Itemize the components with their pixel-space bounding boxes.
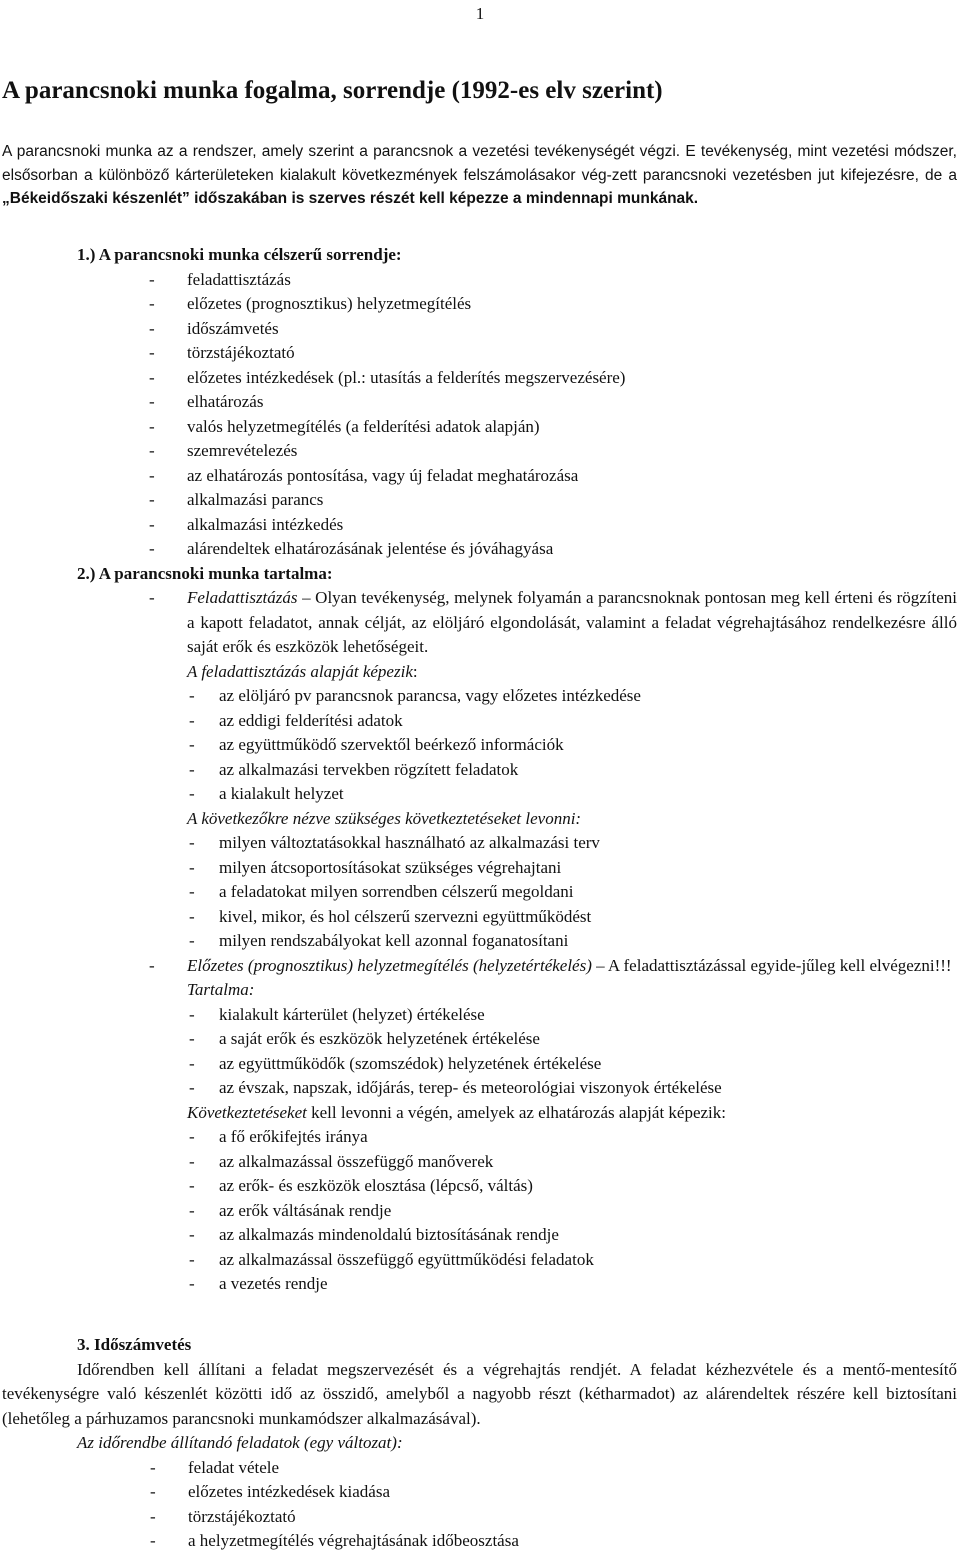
list-item: - előzetes intézkedések (pl.: utasítás a felderítés megszervezésére) xyxy=(187,366,957,391)
section3-paragraph: Időrendben kell állítani a feladat megszervezését és a végrehajtás rendjét. A feladat kézhezvétele és a mentő-mentesítő tevékenységre való készenlét közötti idő az összidő, amelyből a nagyobb részt (kétharmadot) az alárendeltek részére kell biztosítani (lehetőleg a párhuzamos parancsnoki munkamódszer alkalmazásával). xyxy=(2,1359,957,1428)
list-item: - törzstájékoztató xyxy=(187,341,957,366)
list-item: - a feladatokat milyen sorrendben célszerű megoldani xyxy=(219,880,957,905)
basis-colon: : xyxy=(412,661,418,681)
basis-label-line xyxy=(187,660,957,685)
list-item: - az évszak, napszak, időjárás, terep- és meteorológiai viszonyok értékelése xyxy=(219,1076,957,1101)
list-item: - alkalmazási intézkedés xyxy=(187,513,957,538)
section3-heading: 3. Időszámvetés xyxy=(77,1335,192,1354)
list-item: - az alkalmazás mindenoldalú biztosításának rendje xyxy=(219,1223,957,1248)
list-item: - kialakult kárterület (helyzet) értékelése xyxy=(219,1003,957,1028)
list-item: - az eddigi felderítési adatok xyxy=(219,709,957,734)
list-item: - az alkalmazási tervekben rögzített feladatok xyxy=(219,758,957,783)
document-title: A parancsnoki munka fogalma, sorrendje (1992-es elv szerint) xyxy=(2,77,663,104)
list-item: - milyen rendszabályokat kell azonnal foganatosítani xyxy=(219,929,957,954)
intro-paragraph xyxy=(2,140,957,211)
list-item: - előzetes intézkedések kiadása xyxy=(188,1480,957,1505)
list-item: - milyen átcsoportosításokat szükséges végrehajtani xyxy=(219,856,957,881)
list-item: - a vezetés rendje xyxy=(219,1272,957,1297)
page-number: 1 xyxy=(475,4,485,23)
sections-1-2 xyxy=(77,243,957,1297)
list-item: - az alkalmazással összefüggő együttműködési feladatok xyxy=(219,1248,957,1273)
section2-heading: 2.) A parancsnoki munka tartalma: xyxy=(77,563,333,583)
content-list xyxy=(187,1003,957,1101)
list-item: - az elöljáró pv parancsnok parancsa, vagy előzetes intézkedése xyxy=(219,684,957,709)
helyzetmegiteles-definition xyxy=(187,954,957,979)
intro-bold-text: „Békeidőszaki készenlét” időszakában is szerves részét kell képezze a mindennapi munkának. xyxy=(2,190,699,207)
list-item: - az erők váltásának rendje xyxy=(219,1199,957,1224)
helyzetmegiteles-term: Előzetes (prognosztikus) helyzetmegítélés (helyzetértékelés) xyxy=(187,955,592,975)
list-item: - szemrevételezés xyxy=(187,439,957,464)
list-item: - a saját erők és eszközök helyzetének értékelése xyxy=(219,1027,957,1052)
helyzetmegiteles-text: – A feladattisztázással egyide-jűleg kell elvégezni!!! xyxy=(591,955,952,975)
conclusions-label: A következőkre nézve szükséges következtetéseket levonni: xyxy=(187,808,582,828)
list-item: - elhatározás xyxy=(187,390,957,415)
feladattisztazas-term: Feladattisztázás xyxy=(187,588,298,607)
list-item: - az együttműködő szervektől beérkező információk xyxy=(219,733,957,758)
list-item: - törzstájékoztató xyxy=(188,1505,957,1530)
list-item: - az alkalmazással összefüggő manőverek xyxy=(219,1150,957,1175)
section2-item-feladattisztazas xyxy=(187,586,957,954)
basis-label: A feladattisztázás alapját képezik xyxy=(187,661,413,681)
section2-item-helyzetmegiteles xyxy=(187,954,957,1297)
list-item: - alárendeltek elhatározásának jelentése és jóváhagyása xyxy=(187,537,957,562)
list-item: - feladattisztázás xyxy=(187,268,957,293)
content-label: Tartalma: xyxy=(187,980,255,999)
basis-list xyxy=(187,684,957,807)
conclusions2-list xyxy=(187,1125,957,1297)
list-item: - az erők- és eszközök elosztása (lépcső, váltás) xyxy=(219,1174,957,1199)
section3-task-list xyxy=(2,1456,957,1554)
conclusions2-term: Következtetéseket xyxy=(187,1102,307,1122)
conclusions2-text: kell levonni a végén, amelyek az elhatározás alapját képezik: xyxy=(306,1102,727,1122)
list-item: - kivel, mikor, és hol célszerű szervezni együttműködést xyxy=(219,905,957,930)
list-item: - valós helyzetmegítélés (a felderítési adatok alapján) xyxy=(187,415,957,440)
section1-list xyxy=(77,268,957,562)
conclusions2-line xyxy=(187,1101,957,1126)
list-item: - a helyzetmegítélés végrehajtásának időbeosztása xyxy=(188,1529,957,1554)
section2-list xyxy=(77,586,957,1297)
list-item: - az elhatározás pontosítása, vagy új feladat meghatározása xyxy=(187,464,957,489)
list-item: - előzetes (prognosztikus) helyzetmegítélés xyxy=(187,292,957,317)
list-item: - az együttműködők (szomszédok) helyzetének értékelése xyxy=(219,1052,957,1077)
section3-tasks-label: Az időrendbe állítandó feladatok (egy változat): xyxy=(77,1433,403,1452)
conclusions-list xyxy=(187,831,957,954)
list-item: - alkalmazási parancs xyxy=(187,488,957,513)
section3 xyxy=(2,1333,957,1554)
list-item: - a fő erőkifejtés iránya xyxy=(219,1125,957,1150)
feladattisztazas-definition xyxy=(187,586,957,660)
list-item: - milyen változtatásokkal használható az alkalmazási terv xyxy=(219,831,957,856)
intro-text: A parancsnoki munka az a rendszer, amely szerint a parancsnok a vezetési tevékenységét végzi. E tevékenység, mint vezetési módszer, elsősorban a különböző kárterületeken kialakult következmények felszámolásakor vég-zett parancsnoki vezetésben jut kifejezésre, de a xyxy=(2,143,957,184)
feladattisztazas-text: – Olyan tevékenység, melynek folyamán a parancsnoknak pontosan meg kell érteni és rögzíteni a kapott feladatot, annak célját, az elöljáró elgondolását, valamint a feladat végrehajtásához rendelkezésre álló saját erők és eszközök lehetőségeit. xyxy=(187,588,957,656)
list-item: - feladat vétele xyxy=(188,1456,957,1481)
list-item: - időszámvetés xyxy=(187,317,957,342)
section1-heading: 1.) A parancsnoki munka célszerű sorrendje: xyxy=(77,245,402,264)
list-item: - a kialakult helyzet xyxy=(219,782,957,807)
